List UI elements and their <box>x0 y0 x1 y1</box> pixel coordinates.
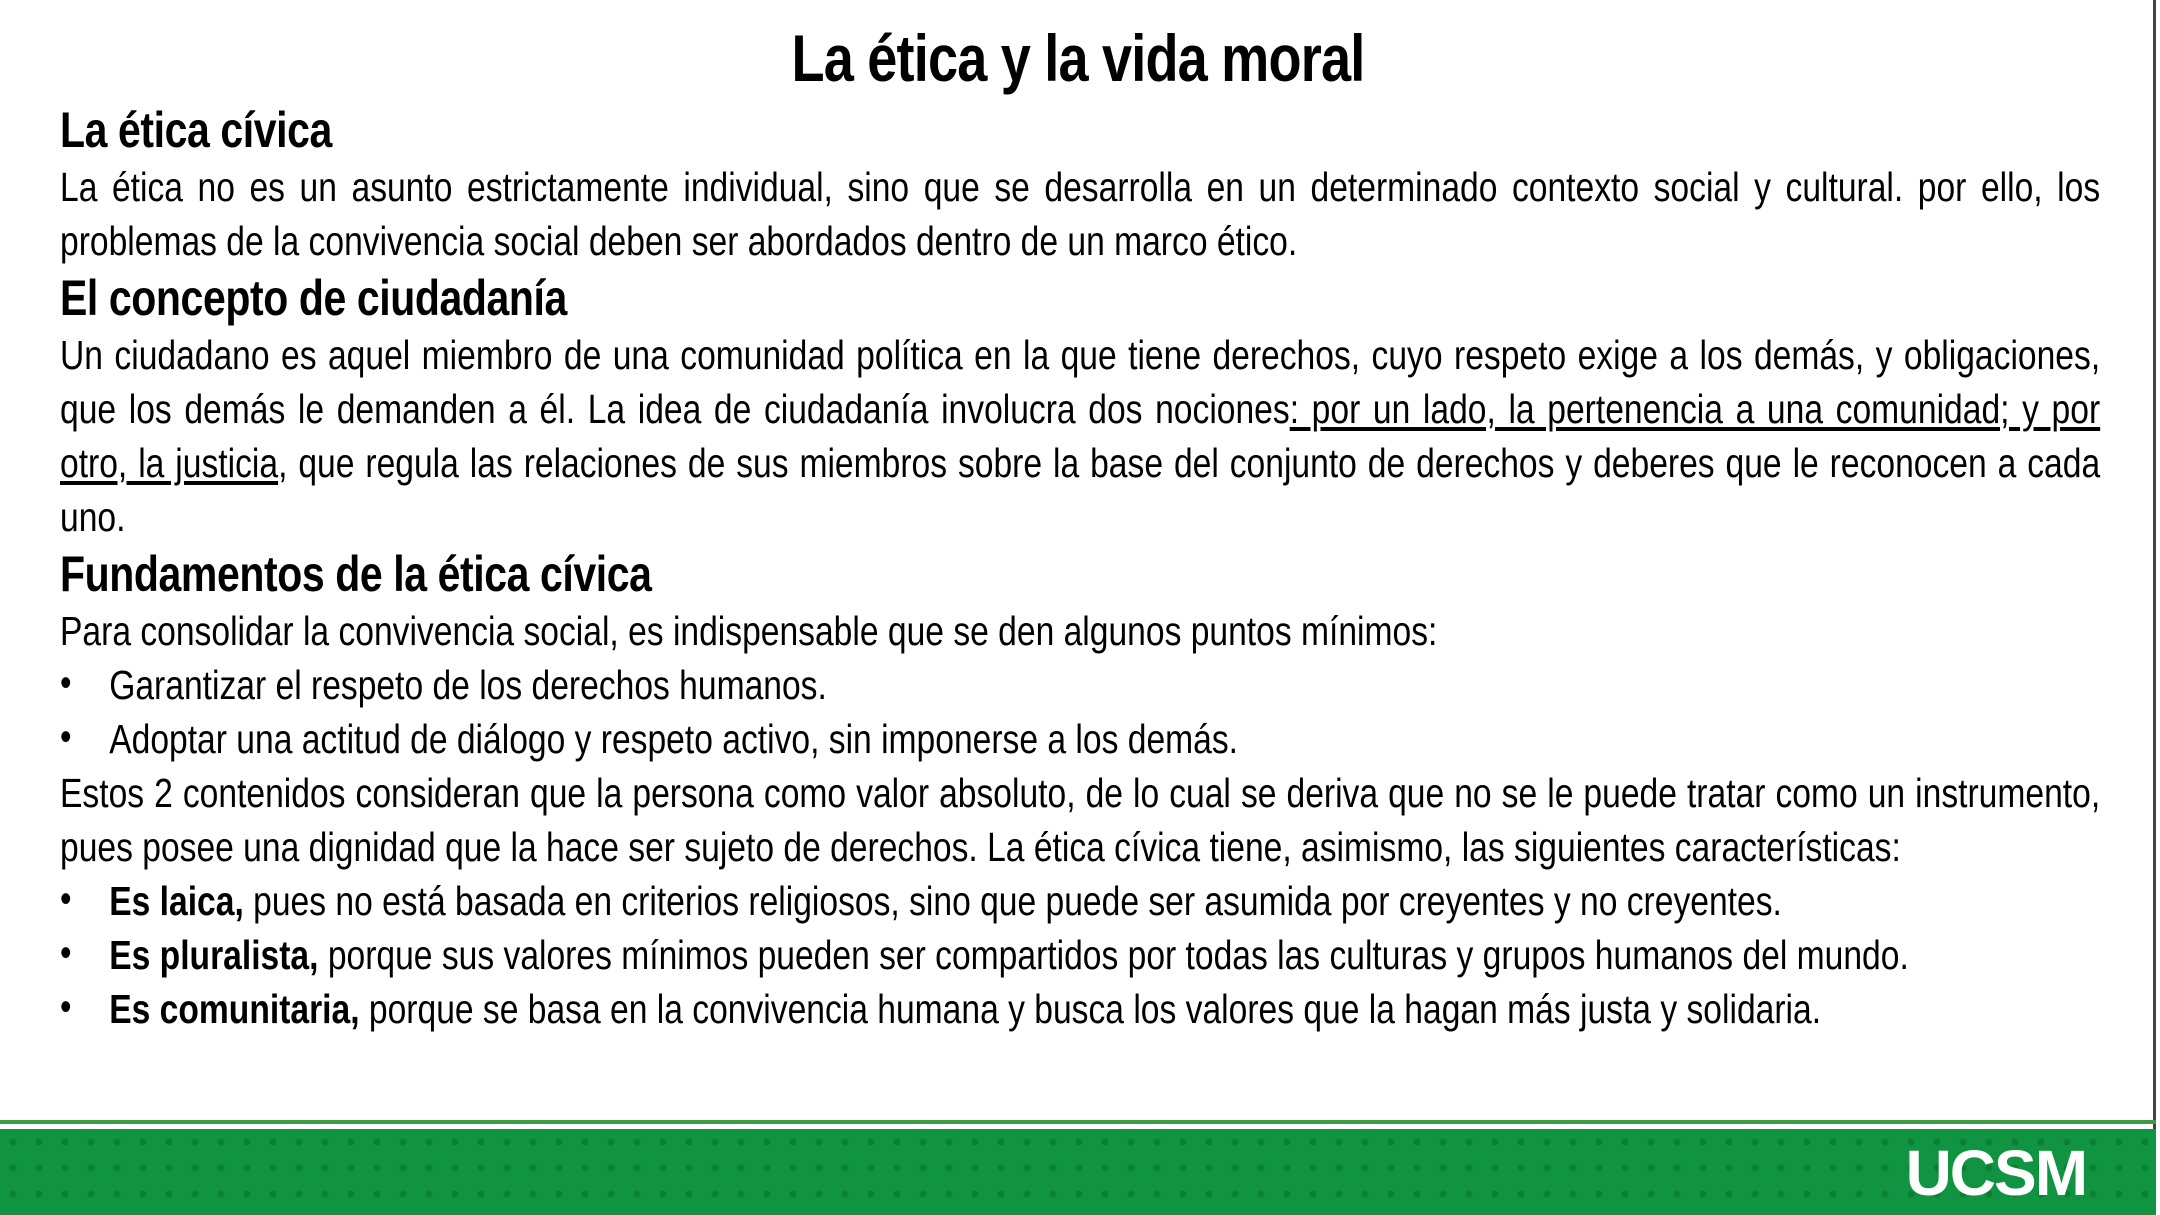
bullet-icon: • <box>60 931 72 975</box>
slide-content <box>60 100 2100 1036</box>
heading-etica-civica: La ética cívica <box>60 102 332 158</box>
characteristic-label: Es laica, <box>109 878 244 924</box>
characteristic-text: porque sus valores mínimos pueden ser compartidos por todas las culturas y grupos humanos del mundo. <box>318 932 1909 978</box>
characteristic-label: Es pluralista, <box>109 932 319 978</box>
heading-concepto-ciudadania: El concepto de ciudadanía <box>60 270 567 326</box>
footer-divider <box>0 1120 2156 1124</box>
bullet-icon: • <box>60 715 72 759</box>
characteristic-text: porque se basa en la convivencia humana y busca los valores que la hagan más justa y solidaria. <box>359 986 1822 1032</box>
bullet-icon: • <box>60 661 72 705</box>
paragraph-fundamentos-body: Estos 2 contenidos consideran que la persona como valor absoluto, de lo cual se deriva que no se le puede tratar como un instrumento, pues posee una dignidad que la hace ser sujeto de derechos. La ética cívica tiene, asimismo, las siguientes características: <box>60 770 2101 870</box>
list-caracteristicas <box>60 874 2100 1036</box>
list-item <box>60 982 2100 1036</box>
bullet-icon: • <box>60 877 72 921</box>
list-item <box>60 658 2100 712</box>
list-item <box>60 928 2100 982</box>
footer-band <box>0 1120 2156 1215</box>
ucsm-logo: UCSM <box>1905 1137 2086 1209</box>
list-puntos-minimos <box>60 658 2100 766</box>
list-item <box>60 874 2100 928</box>
list-item-text: Garantizar el respeto de los derechos humanos. <box>109 662 827 708</box>
paragraph-concepto-ciudadania <box>60 328 2100 544</box>
characteristic-label: Es comunitaria, <box>109 986 360 1032</box>
ciudadania-text-after: , que regula las relaciones de sus miembros sobre la base del conjunto de derechos y deberes que le reconocen a cada uno. <box>60 440 2101 540</box>
paragraph-fundamentos-intro: Para consolidar la convivencia social, es indispensable que se den algunos puntos mínimos: <box>60 608 1438 654</box>
page-title: La ética y la vida moral <box>791 21 1365 95</box>
paragraph-etica-civica: La ética no es un asunto estrictamente individual, sino que se desarrolla en un determinado contexto social y cultural. por ello, los problemas de la convivencia social deben ser abordados dentro de un marco ético. <box>60 164 2101 264</box>
characteristic-text: pues no está basada en criterios religiosos, sino que puede ser asumida por creyentes y no creyentes. <box>243 878 1782 924</box>
bullet-icon: • <box>60 985 72 1029</box>
footer-pattern <box>0 1129 2156 1215</box>
ciudadania-text-before: Un ciudadano es aquel miembro de una comunidad política en la que tiene derechos, cuyo respeto exige a los demás, y obligaciones, que los demás le demanden a él. La idea de ciudadanía involucra dos nociones <box>60 332 2101 432</box>
list-item <box>60 712 2100 766</box>
heading-fundamentos: Fundamentos de la ética cívica <box>60 546 652 602</box>
ciudadania-text-underlined: : por un lado, la pertenencia a una comunidad; y por otro, la justicia <box>60 386 2101 486</box>
list-item-text: Adoptar una actitud de diálogo y respeto activo, sin imponerse a los demás. <box>109 716 1239 762</box>
